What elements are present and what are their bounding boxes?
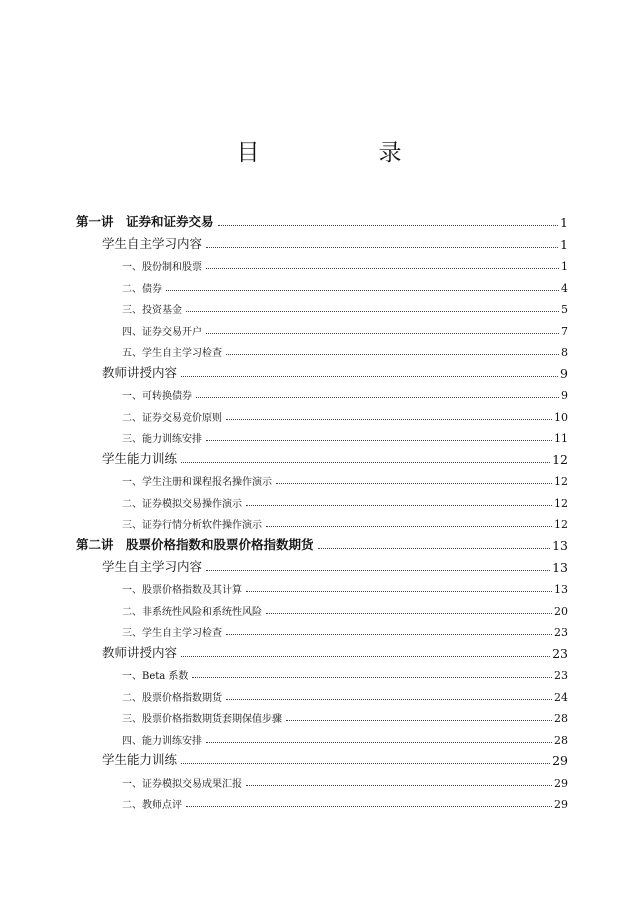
- dot-leader: [276, 483, 552, 484]
- dot-leader: [266, 613, 552, 614]
- dot-leader: [226, 419, 552, 420]
- toc-entry: [76, 510, 568, 532]
- dot-leader: [186, 311, 559, 312]
- dot-leader: [226, 634, 552, 635]
- toc-entry: [76, 531, 568, 553]
- toc-entry-page-number: 10: [554, 410, 568, 424]
- toc-entry-label: 四、证券交易开户: [122, 326, 202, 338]
- toc-entry-label: 三、投资基金: [122, 305, 182, 316]
- dot-leader: [206, 440, 552, 441]
- toc-entry-page-number: 20: [554, 604, 568, 618]
- toc-entry-label: 二、债券: [122, 283, 162, 295]
- toc-entry-page-number: 29: [554, 776, 568, 790]
- toc-entry-label: 三、能力训练安排: [122, 434, 202, 445]
- toc-entry-label: 第二讲 股票价格指数和股票价格指数期货: [76, 537, 314, 552]
- toc-entry-page-number: 1: [560, 236, 568, 252]
- dot-leader: [166, 290, 559, 291]
- toc-entry: [76, 252, 568, 274]
- toc-entry: [76, 295, 568, 317]
- toc-entry-page-number: 12: [554, 518, 568, 531]
- toc-entry-label: 教师讲授内容: [102, 644, 178, 660]
- toc-entry-label: 一、股票价格指数及其计算: [122, 585, 242, 596]
- toc-entry-page-number: 4: [561, 281, 568, 295]
- toc-entry-page-number: 9: [561, 389, 568, 402]
- dot-leader: [266, 526, 552, 527]
- toc-entry: [76, 273, 568, 295]
- toc-entry-label: 一、可转换债券: [122, 391, 192, 402]
- toc-entry-page-number: 23: [552, 645, 568, 661]
- toc-entry-label: 学生自主学习内容: [102, 235, 203, 251]
- toc-entry: [76, 488, 568, 510]
- toc-entry-label: 学生能力训练: [102, 752, 178, 767]
- toc-entry-label: 一、证券模拟交易成果汇报: [122, 778, 242, 790]
- dot-leader: [206, 742, 552, 743]
- dot-leader: [206, 247, 558, 248]
- toc-entry: [76, 359, 568, 381]
- toc-entry-label: 二、证券模拟交易操作演示: [122, 498, 242, 510]
- toc-entry-page-number: 13: [552, 559, 568, 575]
- dot-leader: [186, 806, 552, 807]
- toc-entry-label: 三、股票价格指数期货套期保值步骤: [122, 714, 282, 725]
- toc-entry-label: 一、学生注册和课程报名操作演示: [122, 477, 272, 488]
- dot-leader: [206, 333, 559, 334]
- toc-entry-page-number: 1: [561, 260, 568, 273]
- toc-entry-label: 二、教师点评: [122, 800, 182, 811]
- toc-entry: [76, 596, 568, 618]
- page-title: 目 录: [236, 140, 450, 166]
- table-of-contents: [76, 208, 568, 811]
- toc-entry: [76, 790, 568, 812]
- toc-entry-page-number: 7: [561, 324, 568, 338]
- toc-entry-page-number: 28: [554, 712, 568, 725]
- toc-entry-page-number: 23: [554, 669, 568, 682]
- toc-entry-page-number: 23: [554, 626, 568, 639]
- toc-entry-label: 三、学生自主学习检查: [122, 628, 222, 639]
- toc-entry-label: 学生自主学习内容: [102, 558, 203, 574]
- toc-entry: [76, 208, 568, 230]
- dot-leader: [196, 397, 559, 398]
- toc-entry: [76, 230, 568, 252]
- toc-entry: [76, 682, 568, 704]
- toc-entry-page-number: 5: [561, 303, 568, 316]
- toc-entry-page-number: 12: [552, 451, 568, 467]
- toc-entry: [76, 618, 568, 640]
- dot-leader: [246, 591, 552, 592]
- dot-leader: [181, 656, 550, 657]
- toc-entry: [76, 553, 568, 575]
- toc-entry-label: 一、Beta 系数: [122, 671, 189, 682]
- toc-entry-page-number: 11: [554, 432, 568, 445]
- toc-entry-page-number: 9: [560, 365, 568, 381]
- toc-entry: [76, 661, 568, 683]
- toc-entry: [76, 725, 568, 747]
- toc-entry-label: 第一讲 证券和证券交易: [76, 214, 214, 229]
- dot-leader: [206, 268, 559, 269]
- dot-leader: [181, 376, 558, 377]
- toc-entry-page-number: 12: [554, 475, 568, 488]
- dot-leader: [226, 699, 552, 700]
- toc-entry: [76, 316, 568, 338]
- toc-entry: [76, 575, 568, 597]
- dot-leader: [192, 677, 552, 678]
- dot-leader: [246, 785, 552, 786]
- toc-entry-page-number: 24: [554, 690, 568, 704]
- toc-entry-label: 五、学生自主学习检查: [122, 348, 222, 359]
- dot-leader: [286, 720, 552, 721]
- toc-entry-page-number: 12: [554, 496, 568, 510]
- dot-leader: [206, 570, 550, 571]
- toc-entry-page-number: 1: [560, 215, 568, 230]
- dot-leader: [181, 763, 550, 764]
- toc-entry-label: 教师讲授内容: [102, 364, 178, 380]
- toc-entry-page-number: 28: [554, 733, 568, 747]
- toc-entry: [76, 402, 568, 424]
- toc-entry: [76, 639, 568, 661]
- toc-entry: [76, 424, 568, 446]
- toc-entry: [76, 445, 568, 467]
- toc-entry: [76, 467, 568, 489]
- toc-entry-page-number: 13: [554, 583, 568, 596]
- toc-entry-label: 二、非系统性风险和系统性风险: [122, 606, 262, 618]
- toc-entry-label: 学生能力训练: [102, 450, 178, 466]
- dot-leader: [318, 548, 551, 549]
- toc-entry-label: 二、股票价格指数期货: [122, 692, 222, 704]
- toc-entry-label: 二、证券交易竞价原则: [122, 412, 222, 424]
- toc-entry-label: 三、证券行情分析软件操作演示: [122, 520, 262, 531]
- toc-entry-page-number: 8: [561, 346, 568, 359]
- toc-entry-label: 四、能力训练安排: [122, 735, 202, 747]
- toc-entry: [76, 768, 568, 790]
- toc-entry-page-number: 29: [552, 753, 568, 768]
- toc-entry-label: 一、股份制和股票: [122, 262, 202, 273]
- dot-leader: [181, 462, 550, 463]
- dot-leader: [218, 225, 559, 226]
- dot-leader: [246, 505, 552, 506]
- dot-leader: [226, 354, 559, 355]
- toc-entry: [76, 747, 568, 769]
- toc-entry-page-number: 13: [552, 538, 568, 553]
- toc-entry: [76, 704, 568, 726]
- toc-entry: [76, 381, 568, 403]
- toc-entry: [76, 338, 568, 360]
- toc-entry-page-number: 29: [554, 798, 568, 811]
